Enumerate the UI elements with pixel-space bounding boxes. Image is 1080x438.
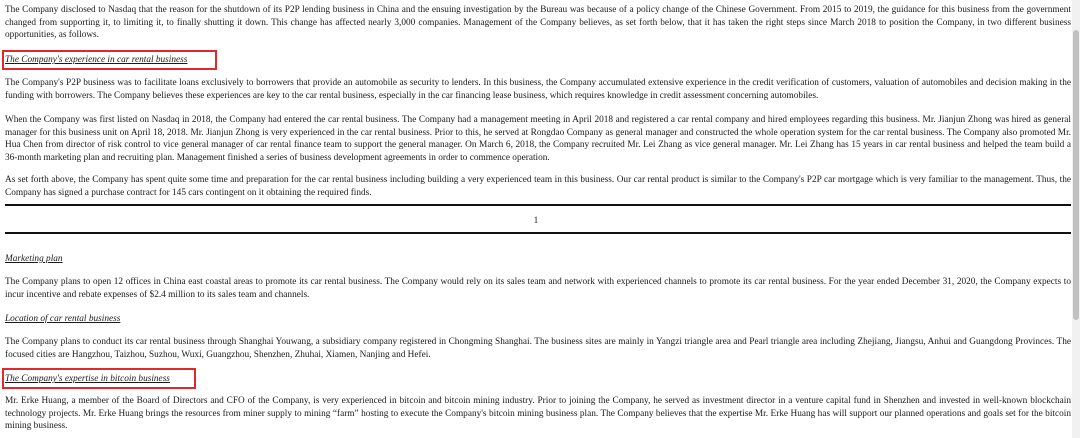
heading-car-rental-experience: The Company's experience in car rental business xyxy=(5,55,188,65)
intro-paragraph: The Company disclosed to Nasdaq that the reason for the shutdown of its P2P lending business in China and the ensuing investigation by the Bureau was because of a policy change of the Chinese Government. From 2015 to 2019, the guidance for this business from the government changed from supporting it, to limiting it, to finally shutting it down. This change has affected nearly 3,000 companies. Management of the Company believes, as set forth below, that it has taken the right steps since March 2018 to position the Company, in two different business opportunities, as follows. xyxy=(5,5,1071,41)
car-rental-paragraph-1: The Company's P2P business was to facilitate loans exclusively to borrowers that provide an automobile as security to lenders. In this business, the Company accumulated extensive experience in the credit verification of customers, valuation of automobiles and decision making in the funding with borrowers. The Company believes these experiences are key to the car rental business, especially in the car financing lease business, which requires knowledge in credit assessment concerning automobiles. xyxy=(5,78,1071,101)
heading-location: Location of car rental business xyxy=(5,314,121,324)
heading-bitcoin-expertise: The Company's expertise in bitcoin business xyxy=(5,374,170,384)
heading-marketing-plan: Marketing plan xyxy=(5,254,63,264)
scrollbar-thumb[interactable] xyxy=(1073,30,1079,320)
car-rental-paragraph-2: When the Company was first listed on Nasdaq in 2018, the Company had entered the car rental business. The Company had a management meeting in April 2018 and registered a car rental company and hired employees regarding this business. Mr. Jianjun Zhong was hired as general manager for this business unit on April 18, 2018. Mr. Jianjun Zhong is very experienced in the car rental business. Prior to this, he served at Rongdao Company as general manager and constructed the whole operation system for the car rental business. The Company also promoted Mr. Hua Chen from director of risk control to vice general manager of car rental finance team to support the general manager. On March 6, 2018, the Company recruited Mr. Lei Zhang as vice general manager. Mr. Lei Zhang has 15 years in car rental business and helped the team build a 36-month marketing plan and recruiting plan. Management finished a series of business development agreements in order to commence operation. xyxy=(5,115,1071,163)
car-rental-paragraph-3: As set forth above, the Company has spent quite some time and preparation for the car rental business including building a very experienced team in this business. Our car rental product is similar to the Company's P2P car mortgage which is very familiar to the management. Thus, the Company has signed a purchase contract for 145 cars contingent on it obtaining the required finds. xyxy=(5,175,1071,198)
page-number: 1 xyxy=(533,216,539,226)
vertical-scrollbar[interactable] xyxy=(1072,0,1080,438)
marketing-plan-paragraph: The Company plans to open 12 offices in China east coastal areas to promote its car rental business. The Company would rely on its sales team and network with experienced channels to promote its car rental business. For the year ended December 31, 2020, the Company expects to incur incentive and rebate expenses of $2.4 million to its sales team and channels. xyxy=(5,277,1071,300)
bitcoin-paragraph: Mr. Erke Huang, a member of the Board of Directors and CFO of the Company, is very experienced in bitcoin and bitcoin mining industry. Prior to joining the Company, he served as investment director in a venture capital fund in Shenzhen and invested in well-known blockchain technology projects. Mr. Erke Huang brings the resources from miner supply to mining “farm” hosting to execute the Company's bitcoin mining business plan. The Company believes that the expertise Mr. Erke Huang has will support our planned operations and goals set for the bitcoin mining business. xyxy=(5,396,1071,432)
page-rule-top xyxy=(5,204,1071,206)
page-rule-bottom xyxy=(5,232,1071,234)
location-paragraph: The Company plans to conduct its car rental business through Shanghai Youwang, a subsidiary company registered in Chongming Shanghai. The business sites are mainly in Yangzi triangle area and Pearl triangle area including Zhejiang, Jiangsu, Anhui and Guangdong Provinces. The focused cities are Hangzhou, Taizhou, Suzhou, Wuxi, Guangzhou, Shenzhen, Zhuhai, Xiamen, Nanjing and Hefei. xyxy=(5,337,1071,360)
